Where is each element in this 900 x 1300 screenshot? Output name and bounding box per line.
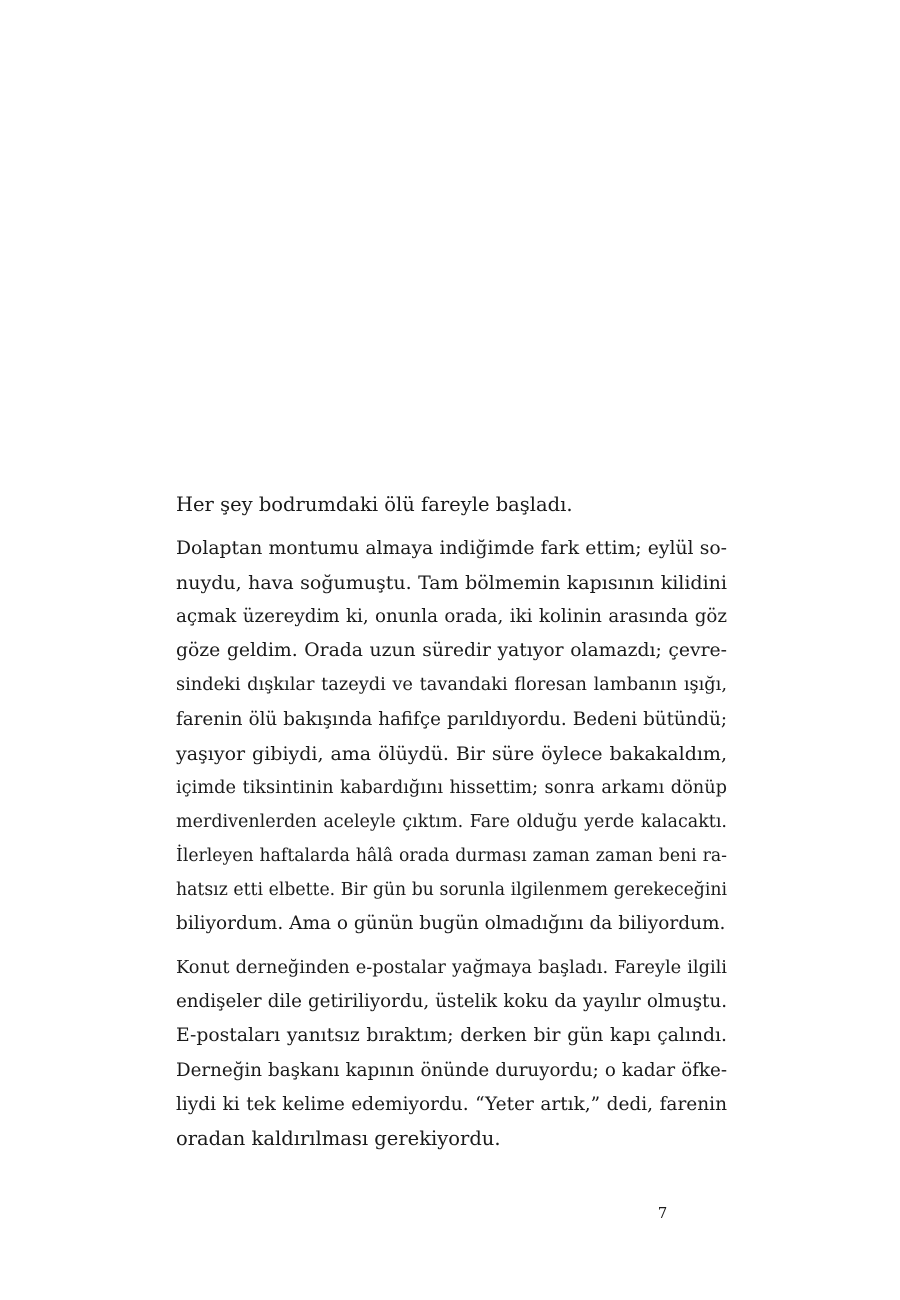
text-line: farenin ölü bakışında hafifçe parıldıyordu. Bedeni bütündü; — [176, 708, 727, 730]
text-line: E-postaları yanıtsız bıraktım; derken bir gün kapı çalındı. — [176, 1025, 727, 1047]
text-line: Derneğin başkanı kapının önünde duruyordu; o kadar öfke- — [176, 1059, 727, 1081]
text-line: biliyordum. Ama o günün bugün olmadığını da biliyordum. — [176, 913, 726, 935]
text-line: İlerleyen haftalarda hâlâ orada durması zaman zaman beni ra- — [176, 845, 727, 866]
text-line: sindeki dışkılar tazeydi ve tavandaki floresan lambanın ışığı, — [176, 675, 727, 696]
page-number: 7 — [657, 1204, 668, 1222]
paragraph-1 — [176, 488, 727, 522]
text-line: Konut derneğinden e-postalar yağmaya başladı. Fareyle ilgili — [176, 958, 727, 979]
paragraph-2 — [176, 532, 727, 941]
text-line: nuydu, hava soğumuştu. Tam bölmemin kapısının kilidini — [176, 572, 727, 595]
text-line: liydi ki tek kelime edemiyordu. “Yeter artık,” dedi, farenin — [176, 1093, 727, 1115]
text-line: Dolaptan montumu almaya indiğimde fark ettim; eylül so- — [176, 538, 727, 560]
text-line: merdivenlerden aceleyle çıktım. Fare olduğu yerde kalacaktı. — [176, 811, 727, 832]
text-line: içimde tiksintinin kabardığını hissettim; sonra arkamı dönüp — [176, 777, 727, 798]
text-line: göze geldim. Orada uzun süredir yatıyor olamazdı; çevre- — [176, 640, 727, 662]
text-line: açmak üzereydim ki, onunla orada, iki kolinin arasında göz — [176, 606, 727, 628]
text-line: endişeler dile getiriliyordu, üstelik koku da yayılır olmuştu. — [176, 991, 727, 1013]
text-line: yaşıyor gibiydi, ama ölüydü. Bir süre öylece bakakaldım, — [176, 742, 727, 765]
paragraph-3 — [176, 951, 727, 1156]
text-line: oradan kaldırılması gerekiyordu. — [176, 1126, 501, 1150]
text-line: hatsız etti elbette. Bir gün bu sorunla ilgilenmem gerekeceğini — [176, 880, 727, 901]
text-line: Her şey bodrumdaki ölü fareyle başladı. — [176, 493, 573, 516]
body-text — [176, 488, 727, 1156]
